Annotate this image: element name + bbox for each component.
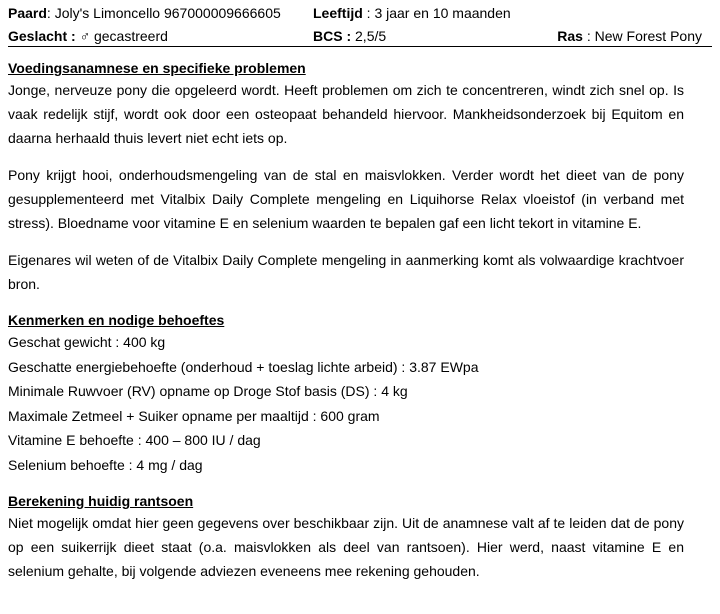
section-title-rantsoen: Berekening huidig rantsoen	[8, 493, 194, 509]
sex-field: Geslacht : ♂ gecastreerd	[8, 28, 168, 44]
list-item: Maximale Zetmeel + Suiker opname per maaltijd : 600 gram	[8, 407, 380, 424]
anamnese-paragraph: Jonge, nerveuze pony die opgeleerd wordt. Heeft problemen om zich te concentreren, windt zich snel op. Is vaak redelijk stijf, wordt ook door een osteopaat behandeld hiervoor. Mankheidsonderzoek bij Equitom en daarna herhaald thuis levert niet echt iets op.	[8, 82, 684, 146]
list-item: Selenium behoefte : 4 mg / dag	[8, 456, 203, 473]
list-item: Geschat gewicht : 400 kg	[8, 334, 166, 350]
requirements-list	[8, 330, 684, 477]
rantsoen-paragraph: Niet mogelijk omdat hier geen gegevens over beschikbaar zijn. Uit de anamnese valt af te leiden dat de pony op een suikerrijk dieet staat (o.a. maisvlokken als deel van rantsoen). Hier werd, naast vitamine E en selenium gehalte, bij volgende adviezen eveneens mee rekening gehouden.	[8, 515, 684, 579]
list-item: Vitamine E behoefte : 400 – 800 IU / dag	[8, 432, 261, 448]
list-item: Minimale Ruwvoer (RV) opname op Droge Stof basis (DS) : 4 kg	[8, 383, 408, 399]
list-item: Geschatte energiebehoefte (onderhoud + toeslag lichte arbeid) : 3.87 EWpa	[8, 358, 479, 375]
bcs-field: BCS : 2,5/5	[313, 28, 387, 44]
anamnese-paragraph: Pony krijgt hooi, onderhoudsmengeling van de stal en maisvlokken. Verder wordt het dieet van de pony gesupplementeerd met Vitalbix Daily Complete mengeling en Liquihorse Relax vloeistof (in verband met stress). Bloedname voor vitamine E en selenium waarden te bepalen gaf een licht tekort in vitamine E.	[8, 167, 684, 231]
section-title-anamnese: Voedingsanamnese en specifieke problemen	[8, 60, 306, 76]
age-field: Leeftijd : 3 jaar en 10 maanden	[313, 5, 511, 21]
breed-field: Ras : New Forest Pony	[557, 28, 702, 44]
horse-info-header	[8, 3, 712, 47]
document-body	[8, 58, 684, 583]
horse-name-field: Paard: Joly's Limoncello 967000009666605	[8, 5, 281, 21]
section-title-kenmerken: Kenmerken en nodige behoeftes	[8, 312, 225, 328]
anamnese-paragraph: Eigenares wil weten of de Vitalbix Daily Complete mengeling in aanmerking komt als volwaardige krachtvoer bron.	[8, 252, 684, 292]
